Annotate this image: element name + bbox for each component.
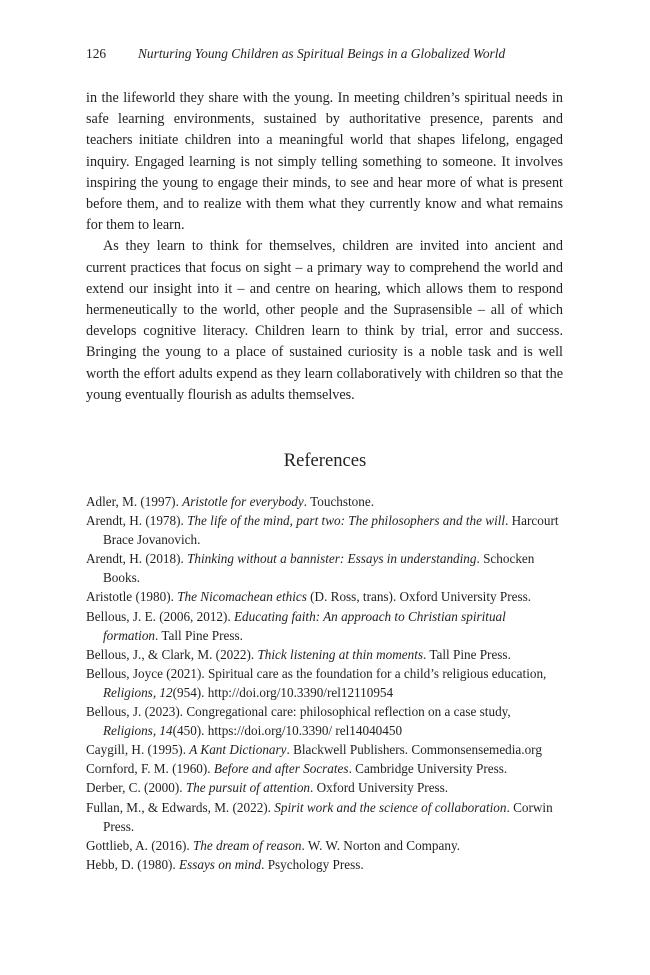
reference-entry: Derber, C. (2000). The pursuit of attention. Oxford University Press. <box>86 780 449 796</box>
body-paragraph: As they learn to think for themselves, children are invited into ancient and current practices that focus on sight – a primary way to comprehend the world and extend our insight into it – and centre on hearing, which allows them to respond hermeneutically to the world, other people and the Suprasensible – all of which develops cognitive literacy. Children learn to think by trial, error and success. Bringing the young to a place of sustained curiosity is a noble task and is well worth the effort adults expend as they learn collaboratively with children so that the young eventually flourish as adults themselves. <box>86 238 563 403</box>
reference-entry: Caygill, H. (1995). A Kant Dictionary. Blackwell Publishers. Commonsensemedia.org <box>86 742 542 758</box>
body-paragraph: in the lifeworld they share with the young. In meeting children’s spiritual needs in safe learning environments, sustained by authoritative presence, parents and teachers initiate children into a meaningful world that shapes lifelong, engaged inquiry. Engaged learning is not simply telling something to someone. It involves inspiring the young to engage their minds, to see and hear more of what is present before them, and to realize with them what they currently know and what remains for them to learn. <box>86 90 563 234</box>
reference-entry: Hebb, D. (1980). Essays on mind. Psychology Press. <box>86 856 364 872</box>
reference-entry: Bellous, J. E. (2006, 2012). Educating faith: An approach to Christian spiritual formation. Tall Pine Press. <box>86 608 506 643</box>
reference-entry: Arendt, H. (2018). Thinking without a bannister: Essays in understanding. Schocken Books. <box>86 551 535 586</box>
reference-entry: Arendt, H. (1978). The life of the mind, part two: The philosophers and the will. Harcourt Brace Jovanovich. <box>86 513 559 548</box>
reference-entry: Bellous, Joyce (2021). Spiritual care as the foundation for a child’s religious education, Religions, 12(954). http://doi.org/10.3390/rel12110954 <box>86 665 547 700</box>
reference-entry: Aristotle (1980). The Nicomachean ethics (D. Ross, trans). Oxford University Press. <box>86 589 532 605</box>
running-title: Nurturing Young Children as Spiritual Beings in a Globalized World <box>138 46 506 61</box>
references-list <box>86 492 563 874</box>
reference-entry: Cornford, F. M. (1960). Before and after Socrates. Cambridge University Press. <box>86 761 508 777</box>
reference-entry: Gottlieb, A. (2016). The dream of reason. W. W. Norton and Company. <box>86 837 461 853</box>
reference-entry: Adler, M. (1997). Aristotle for everybody. Touchstone. <box>86 494 375 509</box>
page-number: 126 <box>86 46 107 61</box>
reference-entry: Bellous, J. (2023). Congregational care: philosophical reflection on a case study, Religions, 14(450). https://doi.org/10.3390/ rel14040450 <box>86 704 511 739</box>
reference-entry: Bellous, J., & Clark, M. (2022). Thick listening at thin moments. Tall Pine Press. <box>86 646 511 662</box>
running-header <box>86 44 566 64</box>
body-text <box>86 88 563 406</box>
reference-entry: Fullan, M., & Edwards, M. (2022). Spirit work and the science of collaboration. Corwin Press. <box>86 799 553 834</box>
references-heading: References <box>283 450 367 471</box>
